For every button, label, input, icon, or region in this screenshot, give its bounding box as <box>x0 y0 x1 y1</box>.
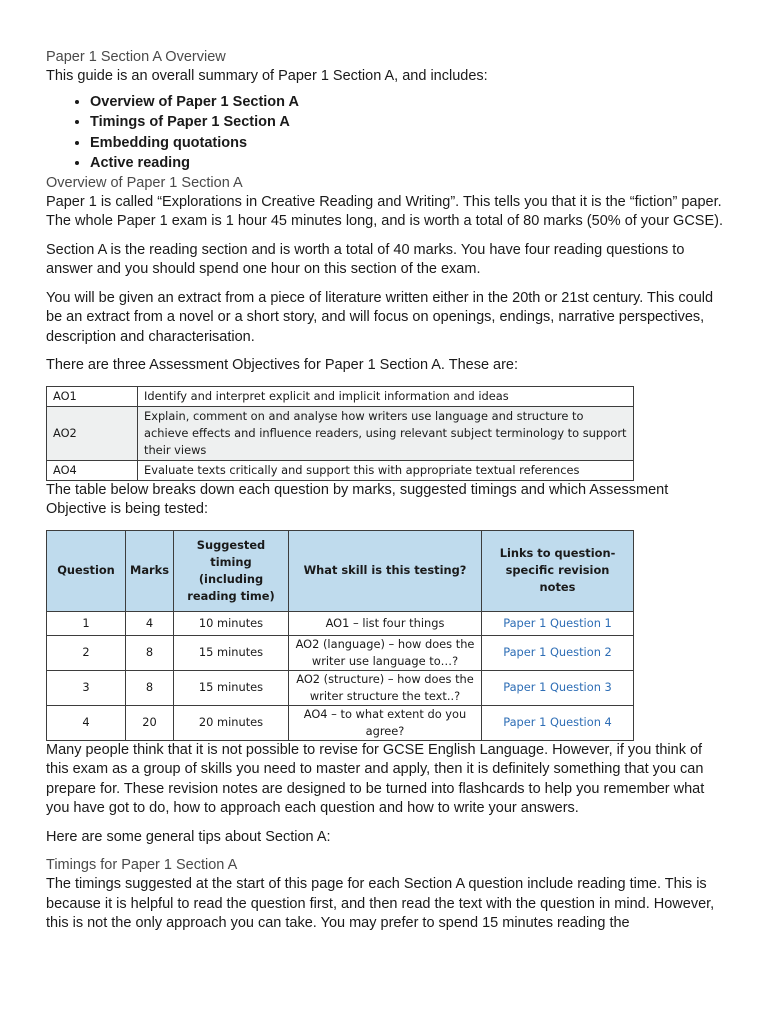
header-question: Question <box>47 530 126 611</box>
assessment-objectives-table <box>46 386 634 481</box>
table-row <box>47 386 634 406</box>
table-row <box>47 460 634 480</box>
table-row <box>47 406 634 460</box>
cell-timing: 20 minutes <box>174 705 289 740</box>
cell-question: 2 <box>47 635 126 670</box>
cell-skill: AO2 (structure) – how does the writer structure the text..? <box>289 670 482 705</box>
header-skill: What skill is this testing? <box>289 530 482 611</box>
cell-timing: 15 minutes <box>174 635 289 670</box>
ao-description: Identify and interpret explicit and implicit information and ideas <box>138 386 634 406</box>
paragraph-timings: The timings suggested at the start of this page for each Section A question include reading time. This is because it is helpful to read the question first, and then read the text with the question in mind. However, this is not the only approach you can take. You may prefer to spend 15 minutes reading the <box>46 876 715 931</box>
paragraph-paper1: Paper 1 is called “Explorations in Creative Reading and Writing”. This tells you that it is the “fiction” paper. The whole Paper 1 exam is 1 hour 45 minutes long, and is worth a total of 80 marks (50% of your GCSE). <box>46 193 723 229</box>
ao-description: Explain, comment on and analyse how writers use language and structure to achieve effects and influence readers, using relevant subject terminology to support their views <box>138 406 634 460</box>
cell-skill: AO2 (language) – how does the writer use language to…? <box>289 635 482 670</box>
header-marks: Marks <box>126 530 174 611</box>
question-3-link[interactable]: Paper 1 Question 3 <box>482 670 634 705</box>
cell-marks: 8 <box>126 635 174 670</box>
cell-marks: 8 <box>126 670 174 705</box>
cell-marks: 20 <box>126 705 174 740</box>
question-breakdown-table <box>46 530 634 741</box>
paragraph-objectives: There are three Assessment Objectives for Paper 1 Section A. These are: <box>46 357 519 373</box>
table-header-row <box>47 530 634 611</box>
cell-timing: 15 minutes <box>174 670 289 705</box>
list-item: • Timings of Paper 1 Section A <box>90 112 726 133</box>
cell-question: 4 <box>47 705 126 740</box>
cell-skill: AO4 – to what extent do you agree? <box>289 705 482 740</box>
table-row <box>47 670 634 705</box>
cell-question: 1 <box>47 611 126 635</box>
table-row <box>47 635 634 670</box>
list-item: • Embedding quotations <box>90 133 726 154</box>
ao-description: Evaluate texts critically and support this with appropriate textual references <box>138 460 634 480</box>
intro-text: This guide is an overall summary of Paper 1 Section A, and includes: <box>46 68 488 84</box>
cell-question: 3 <box>47 670 126 705</box>
header-timing: Suggested timing (including reading time) <box>174 530 289 611</box>
paragraph-section-a: Section A is the reading section and is worth a total of 40 marks. You have four reading questions to answer and you should spend one hour on this section of the exam. <box>46 241 685 277</box>
paragraph-revise: Many people think that it is not possible to revise for GCSE English Language. However, if you think of this exam as a group of skills you need to master and apply, then it is definitely something that you can prepare for. These revision notes are designed to be turned into flashcards to help you remember what you have got to do, how to approach each question and how to write your answers. <box>46 741 705 816</box>
table-row <box>47 611 634 635</box>
list-item: • Overview of Paper 1 Section A <box>90 92 726 113</box>
header-links: Links to question-specific revision notes <box>482 530 634 611</box>
paragraph-extract: You will be given an extract from a piece of literature written either in the 20th or 21st century. This could be an extract from a novel or a short story, and will focus on openings, endings, narrative perspectives, description and characterisation. <box>46 289 714 345</box>
section-overview-heading: Overview of Paper 1 Section A <box>46 174 243 191</box>
list-item: • Active reading <box>90 153 726 174</box>
timings-heading: Timings for Paper 1 Section A <box>46 857 238 873</box>
paragraph-table-intro: The table below breaks down each question by marks, suggested timings and which Assessment Objective is being tested: <box>46 481 669 517</box>
ao-code: AO4 <box>47 460 138 480</box>
contents-list <box>46 92 726 174</box>
cell-timing: 10 minutes <box>174 611 289 635</box>
table-row <box>47 705 634 740</box>
ao-code: AO1 <box>47 386 138 406</box>
document-page <box>46 48 726 934</box>
question-2-link[interactable]: Paper 1 Question 2 <box>482 635 634 670</box>
question-1-link[interactable]: Paper 1 Question 1 <box>482 611 634 635</box>
paragraph-tips: Here are some general tips about Section A: <box>46 828 331 845</box>
overview-heading: Paper 1 Section A Overview <box>46 49 226 65</box>
question-4-link[interactable]: Paper 1 Question 4 <box>482 705 634 740</box>
ao-code: AO2 <box>47 406 138 460</box>
cell-marks: 4 <box>126 611 174 635</box>
cell-skill: AO1 – list four things <box>289 611 482 635</box>
